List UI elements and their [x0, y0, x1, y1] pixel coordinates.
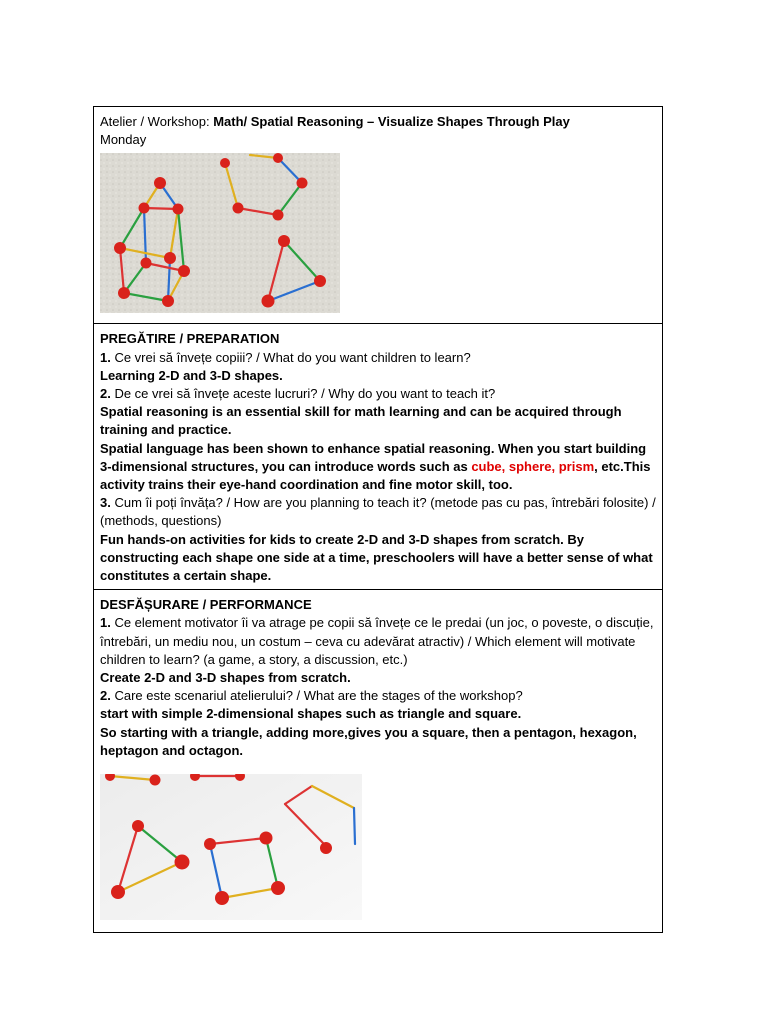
workshop-prefix: Atelier / Workshop: — [100, 114, 214, 129]
performance-heading: DESFĂȘURARE / PERFORMANCE — [100, 597, 312, 613]
perf-question-1 — [100, 614, 656, 669]
prep-question-2 — [100, 385, 656, 403]
workshop-day: Monday — [100, 132, 147, 148]
prep-answer-1: Learning 2-D and 3-D shapes. — [100, 367, 283, 383]
prep-q2-number: 2. — [100, 386, 111, 402]
performance-photos — [100, 774, 656, 920]
perf-answer-1: Create 2-D and 3-D shapes from scratch. — [100, 670, 351, 686]
prep-a2-start: Spatial language has been shown to enhance spatial reasoning. When you start building 3-dimensional structures, you can introduce words such as — [100, 440, 647, 474]
perf-q2-text: Care este scenariul atelierului? / What are the stages of the workshop? — [110, 688, 523, 704]
perf-question-2 — [100, 687, 656, 705]
prep-answer-3: Fun hands-on activities for kids to create 2-D and 3-D shapes from scratch. By constructing each shape one side at a time, preschoolers will have a better sense of what constitutes a certain shape. — [100, 531, 653, 584]
perf-q1-number: 1. — [100, 615, 111, 631]
prep-answer-2-paragraph-1: Spatial reasoning is an essential skill for math learning and can be acquired through training and practice. — [100, 404, 622, 438]
prep-question-3 — [100, 494, 656, 530]
perf-answer-2-paragraph-2: So starting with a triangle, adding more,gives you a square, then a pentagon, hexagon, heptagon and octagon. — [100, 724, 637, 758]
workshop-title-line — [100, 113, 656, 131]
prep-a2-highlight: cube, sphere, prism — [471, 458, 595, 474]
prep-q3-number: 3. — [100, 495, 111, 511]
header-cell — [94, 107, 662, 324]
house-shape-photo — [100, 153, 220, 313]
workshop-title: Math/ Spatial Reasoning – Visualize Shapes Through Play — [213, 114, 570, 129]
prep-answer-2-paragraph-2 — [100, 440, 656, 495]
performance-cell — [94, 590, 662, 932]
preparation-heading: PREGĂTIRE / PREPARATION — [100, 331, 280, 347]
perf-q1-text: Ce element motivator îi va atrage pe copii să învețe ce le predai (un joc, o poveste, o discuție, întrebări, un mediu nou, un costum – ceva cu adevărat atractiv) / Which element will motivate children to learn? (a game, a story, a discussion, etc.) — [100, 615, 654, 667]
prep-q3-text: Cum îi poți învăța? / How are you planning to teach it? (metode pas cu pas, întrebări folosite) / (methods, questions) — [100, 495, 656, 529]
lesson-table — [93, 106, 663, 933]
prep-q1-number: 1. — [100, 349, 111, 365]
perf-answer-2-paragraph-1: start with simple 2-dimensional shapes such as triangle and square. — [100, 706, 522, 722]
sand-triangles-photo — [220, 153, 340, 313]
prep-q2-text: De ce vrei să învețe aceste lucruri? / Why do you want to teach it? — [110, 386, 496, 402]
flat-shapes-photo — [100, 774, 362, 920]
header-photos — [100, 153, 656, 313]
prep-a2-end: , etc.This activity trains their eye-hand coordination and fine motor skill, too. — [100, 458, 651, 493]
prep-question-1 — [100, 349, 656, 367]
perf-q2-number: 2. — [100, 688, 111, 704]
prep-q1-text: Ce vrei să învețe copiii? / What do you want children to learn? — [110, 349, 471, 365]
preparation-cell — [94, 324, 662, 590]
